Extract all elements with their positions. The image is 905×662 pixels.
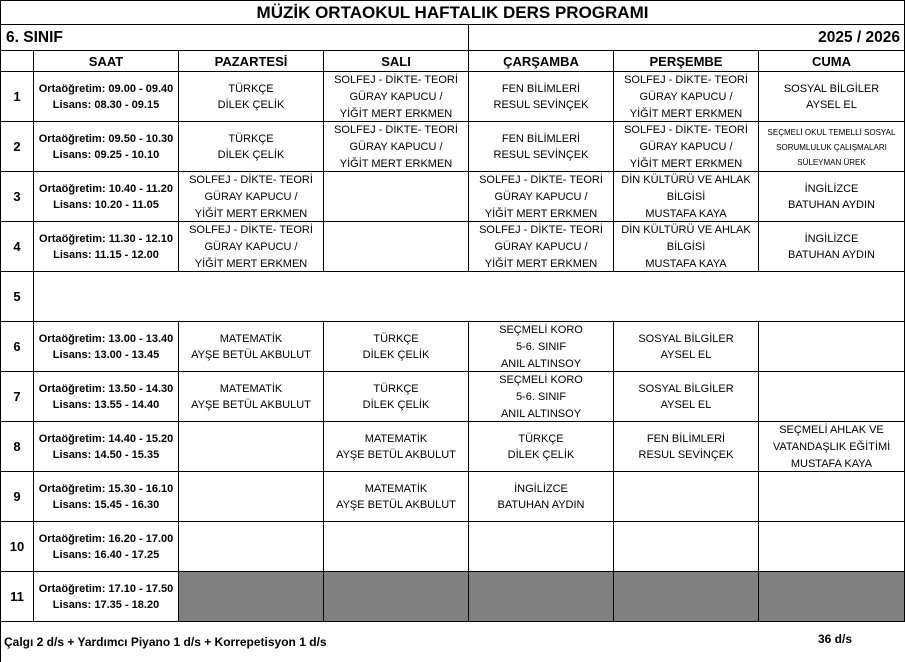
- teacher-name: YİĞİT MERT ERKMEN: [629, 158, 743, 170]
- lesson-detail: GÜRAY KAPUCU /: [204, 241, 298, 253]
- teacher-name: RESUL SEVİNÇEK: [638, 449, 734, 461]
- lesson-name: SEÇMELİ AHLAK VE: [779, 424, 884, 436]
- period-time: [34, 472, 179, 522]
- teacher-name: BATUHAN AYDIN: [788, 249, 875, 261]
- lesson-name: TÜRKÇE: [228, 82, 274, 95]
- page-title: MÜZİK ORTAOKUL HAFTALIK DERS PROGRAMI: [0, 0, 905, 25]
- lesson-name: MATEMATİK: [364, 432, 428, 445]
- lesson-cell-pazartesi: [179, 572, 324, 622]
- lesson-detail: GÜRAY KAPUCU /: [349, 141, 443, 153]
- lesson-cell-sali: [324, 522, 469, 572]
- time-ortaogretim: Ortaöğretim: 14.40 - 15.20: [38, 432, 174, 445]
- lesson-name: İNGİLİZCE: [514, 482, 568, 495]
- time-lisans: Lisans: 13.00 - 13.45: [52, 348, 160, 361]
- lesson-detail: VATANDAŞLIK EĞİTİMİ: [772, 441, 891, 453]
- lesson-cell-pazartesi: [179, 522, 324, 572]
- teacher-name: YİĞİT MERT ERKMEN: [484, 208, 598, 220]
- teacher-name: DİLEK ÇELİK: [217, 149, 285, 161]
- period-number: 8: [0, 422, 34, 472]
- teacher-name: YİĞİT MERT ERKMEN: [339, 108, 453, 120]
- teacher-name: DİLEK ÇELİK: [362, 349, 430, 361]
- teacher-name: DİLEK ÇELİK: [217, 99, 285, 111]
- lesson-name: DİN KÜLTÜRÜ VE AHLAK: [621, 174, 751, 186]
- time-lisans: Lisans: 08.30 - 09.15: [52, 98, 160, 111]
- period-time: [34, 572, 179, 622]
- lesson-cell-carsamba: [469, 222, 614, 272]
- time-lisans: Lisans: 11.15 - 12.00: [53, 248, 159, 261]
- lesson-name: İNGİLİZCE: [804, 182, 859, 195]
- lesson-name: SOLFEJ - DİKTE- TEORİ: [189, 174, 313, 186]
- time-ortaogretim: Ortaöğretim: 16.20 - 17.00: [38, 532, 174, 545]
- period-number: 10: [0, 522, 34, 572]
- teacher-name: BATUHAN AYDIN: [788, 199, 875, 211]
- teacher-name: DİLEK ÇELİK: [507, 449, 575, 461]
- lesson-name: SOSYAL BİLGİLER: [638, 382, 734, 395]
- lesson-cell-pazartesi: [179, 72, 324, 122]
- teacher-name: ANIL ALTINSOY: [500, 358, 582, 370]
- time-ortaogretim: Ortaöğretim: 09.00 - 09.40: [38, 82, 174, 95]
- lesson-cell-persembe: [614, 172, 759, 222]
- lesson-name: MATEMATİK: [219, 382, 283, 395]
- column-header-carsamba: ÇARŞAMBA: [469, 51, 614, 72]
- lesson-detail: GÜRAY KAPUCU /: [639, 141, 733, 153]
- period-number: 7: [0, 372, 34, 422]
- period-number: 2: [0, 122, 34, 172]
- column-header-sali: SALI: [324, 51, 469, 72]
- teacher-name: RESUL SEVİNÇEK: [493, 149, 589, 161]
- lesson-cell-cuma: [759, 322, 905, 372]
- teacher-name: AYSEL EL: [806, 99, 857, 111]
- teacher-name: AYŞE BETÜL AKBULUT: [336, 499, 456, 511]
- lesson-name: TÜRKÇE: [518, 432, 564, 445]
- lesson-name: DİN KÜLTÜRÜ VE AHLAK: [621, 224, 751, 236]
- period-number: 11: [0, 572, 34, 622]
- lesson-name: SOLFEJ - DİKTE- TEORİ: [479, 224, 603, 236]
- lesson-cell-carsamba: [469, 322, 614, 372]
- lesson-name: SEÇMELİ KORO: [499, 324, 583, 336]
- time-lisans: Lisans: 10.20 - 11.05: [53, 198, 159, 211]
- period-time: [34, 372, 179, 422]
- time-ortaogretim: Ortaöğretim: 13.50 - 14.30: [38, 382, 174, 395]
- teacher-name: MUSTAFA KAYA: [645, 258, 727, 270]
- lesson-name: FEN BİLİMLERİ: [501, 82, 581, 95]
- column-header-pazartesi: PAZARTESİ: [179, 51, 324, 72]
- lesson-cell-sali: [324, 372, 469, 422]
- teacher-name: AYŞE BETÜL AKBULUT: [336, 449, 456, 461]
- lesson-cell-sali: [324, 122, 469, 172]
- teacher-name: RESUL SEVİNÇEK: [493, 99, 589, 111]
- lesson-cell-pazartesi: [179, 322, 324, 372]
- lesson-detail: BİLGİSİ: [666, 241, 706, 253]
- lesson-cell-carsamba: [469, 172, 614, 222]
- teacher-name: YİĞİT MERT ERKMEN: [339, 158, 453, 170]
- lesson-name: FEN BİLİMLERİ: [646, 432, 726, 445]
- lesson-cell-persembe: [614, 72, 759, 122]
- lesson-name: SOLFEJ - DİKTE- TEORİ: [624, 74, 748, 86]
- teacher-name: MUSTAFA KAYA: [790, 458, 873, 470]
- teacher-name: SÜLEYMAN ÜREK: [797, 157, 866, 167]
- lesson-cell-sali: [324, 322, 469, 372]
- lesson-cell-pazartesi: [179, 372, 324, 422]
- lesson-cell-pazartesi: [179, 472, 324, 522]
- period-number: 1: [0, 72, 34, 122]
- lesson-cell-persembe: [614, 372, 759, 422]
- lesson-cell-cuma: [759, 422, 905, 472]
- teacher-name: YİĞİT MERT ERKMEN: [629, 108, 743, 120]
- lesson-detail: GÜRAY KAPUCU /: [494, 191, 588, 203]
- lesson-detail: BİLGİSİ: [666, 191, 706, 203]
- lesson-name: SOLFEJ - DİKTE- TEORİ: [334, 124, 458, 136]
- lesson-cell-carsamba: [469, 472, 614, 522]
- teacher-name: AYŞE BETÜL AKBULUT: [191, 349, 311, 361]
- lesson-cell-sali: [324, 172, 469, 222]
- time-lisans: Lisans: 15.45 - 16.30: [52, 498, 160, 511]
- lesson-cell-cuma: [759, 372, 905, 422]
- lesson-cell-cuma: [759, 222, 905, 272]
- lesson-cell-cuma: [759, 522, 905, 572]
- lesson-detail: SORUMLULUK ÇALIŞMALARI: [776, 142, 887, 152]
- time-ortaogretim: Ortaöğretim: 10.40 - 11.20: [39, 182, 173, 195]
- lesson-cell-cuma: [759, 122, 905, 172]
- lunch-break-row: [34, 272, 905, 322]
- period-time: [34, 72, 179, 122]
- lesson-cell-persembe: [614, 522, 759, 572]
- teacher-name: AYSEL EL: [660, 349, 712, 361]
- footer-note: [0, 621, 905, 662]
- column-header-cuma: CUMA: [759, 51, 905, 72]
- time-lisans: Lisans: 17.35 - 18.20: [52, 598, 160, 611]
- period-time: [34, 422, 179, 472]
- time-lisans: Lisans: 09.25 - 10.10: [52, 148, 160, 161]
- lesson-name: SOLFEJ - DİKTE- TEORİ: [624, 124, 748, 136]
- lesson-detail: 5-6. SINIF: [515, 341, 567, 353]
- lesson-cell-sali: [324, 572, 469, 622]
- lesson-name: TÜRKÇE: [228, 132, 274, 145]
- lesson-cell-pazartesi: [179, 122, 324, 172]
- period-number: 4: [0, 222, 34, 272]
- lesson-name: SEÇMELİ OKUL TEMELLİ SOSYAL: [767, 127, 896, 137]
- lesson-cell-carsamba: [469, 122, 614, 172]
- teacher-name: YİĞİT MERT ERKMEN: [194, 258, 308, 270]
- lesson-cell-carsamba: [469, 572, 614, 622]
- lesson-name: SOLFEJ - DİKTE- TEORİ: [334, 74, 458, 86]
- lesson-name: TÜRKÇE: [373, 382, 419, 395]
- period-time: [34, 172, 179, 222]
- teacher-name: ANIL ALTINSOY: [500, 408, 582, 420]
- teacher-name: AYSEL EL: [660, 399, 712, 411]
- teacher-name: YİĞİT MERT ERKMEN: [194, 208, 308, 220]
- lesson-name: SOLFEJ - DİKTE- TEORİ: [189, 224, 313, 236]
- lesson-cell-persembe: [614, 122, 759, 172]
- lesson-name: İNGİLİZCE: [804, 232, 859, 245]
- lesson-cell-sali: [324, 422, 469, 472]
- period-number: 5: [0, 272, 34, 322]
- time-lisans: Lisans: 16.40 - 17.25: [52, 548, 160, 561]
- time-ortaogretim: Ortaöğretim: 15.30 - 16.10: [38, 482, 174, 495]
- period-number: 6: [0, 322, 34, 372]
- teacher-name: MUSTAFA KAYA: [645, 208, 727, 220]
- lesson-cell-cuma: [759, 572, 905, 622]
- lesson-cell-pazartesi: [179, 172, 324, 222]
- lesson-detail: GÜRAY KAPUCU /: [204, 191, 298, 203]
- lesson-name: FEN BİLİMLERİ: [501, 132, 581, 145]
- period-time: [34, 222, 179, 272]
- header-blank: [0, 51, 34, 72]
- lesson-cell-carsamba: [469, 372, 614, 422]
- period-time: [34, 122, 179, 172]
- period-time: [34, 522, 179, 572]
- class-label: 6. SINIF: [0, 25, 469, 51]
- time-ortaogretim: Ortaöğretim: 13.00 - 13.40: [38, 332, 174, 345]
- lesson-cell-cuma: [759, 72, 905, 122]
- lesson-name: SOSYAL BİLGİLER: [638, 332, 734, 345]
- lesson-cell-cuma: [759, 472, 905, 522]
- period-time: [34, 322, 179, 372]
- lesson-name: SEÇMELİ KORO: [499, 374, 583, 386]
- lesson-name: SOLFEJ - DİKTE- TEORİ: [479, 174, 603, 186]
- lesson-cell-persembe: [614, 472, 759, 522]
- lesson-detail: GÜRAY KAPUCU /: [494, 241, 588, 253]
- lesson-cell-cuma: [759, 172, 905, 222]
- lesson-cell-sali: [324, 72, 469, 122]
- lesson-cell-persembe: [614, 222, 759, 272]
- lesson-cell-carsamba: [469, 422, 614, 472]
- footer-instrument-hours: Çalgı 2 d/s + Yardımcı Piyano 1 d/s + Korrepetisyon 1 d/s: [4, 634, 327, 649]
- lesson-name: MATEMATİK: [219, 332, 283, 345]
- lesson-name: MATEMATİK: [364, 482, 428, 495]
- period-number: 3: [0, 172, 34, 222]
- time-ortaogretim: Ortaöğretim: 11.30 - 12.10: [39, 232, 173, 245]
- lesson-detail: GÜRAY KAPUCU /: [639, 91, 733, 103]
- lesson-cell-pazartesi: [179, 222, 324, 272]
- lesson-detail: GÜRAY KAPUCU /: [349, 91, 443, 103]
- lesson-cell-persembe: [614, 422, 759, 472]
- time-ortaogretim: Ortaöğretim: 09.50 - 10.30: [38, 132, 174, 145]
- lesson-cell-persembe: [614, 572, 759, 622]
- lesson-detail: 5-6. SINIF: [515, 391, 567, 403]
- lesson-cell-carsamba: [469, 522, 614, 572]
- teacher-name: BATUHAN AYDIN: [497, 499, 585, 511]
- column-header-saat: SAAT: [34, 51, 179, 72]
- period-number: 9: [0, 472, 34, 522]
- time-lisans: Lisans: 13.55 - 14.40: [52, 398, 160, 411]
- lesson-cell-carsamba: [469, 72, 614, 122]
- lesson-name: SOSYAL BİLGİLER: [783, 82, 880, 95]
- footer-total-hours: 36 d/s: [818, 632, 853, 646]
- school-year: 2025 / 2026: [469, 25, 905, 51]
- column-header-persembe: PERŞEMBE: [614, 51, 759, 72]
- lesson-name: TÜRKÇE: [373, 332, 419, 345]
- time-ortaogretim: Ortaöğretim: 17.10 - 17.50: [38, 582, 174, 595]
- lesson-cell-sali: [324, 472, 469, 522]
- teacher-name: YİĞİT MERT ERKMEN: [484, 258, 598, 270]
- lesson-cell-sali: [324, 222, 469, 272]
- lesson-cell-persembe: [614, 322, 759, 372]
- teacher-name: AYŞE BETÜL AKBULUT: [191, 399, 311, 411]
- lesson-cell-pazartesi: [179, 422, 324, 472]
- teacher-name: DİLEK ÇELİK: [362, 399, 430, 411]
- time-lisans: Lisans: 14.50 - 15.35: [52, 448, 160, 461]
